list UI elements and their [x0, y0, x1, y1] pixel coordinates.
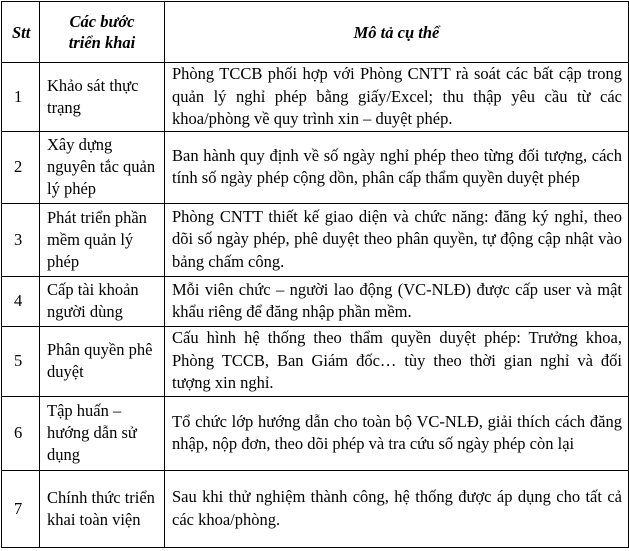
- header-stt: Stt: [2, 2, 40, 63]
- row-description: Sau khi thử nghiệm thành công, hệ thống được áp dụng cho tất cả các khoa/phòng.: [165, 470, 629, 547]
- table-row: [2, 396, 629, 470]
- table-row: [2, 131, 629, 203]
- row-step: Chính thức triển khai toàn viện: [40, 470, 165, 547]
- row-stt: 4: [2, 276, 40, 326]
- row-description: Ban hành quy định về số ngày nghỉ phép theo từng đối tượng, cách tính số ngày phép cộng dồn, phân cấp thẩm quyền duyệt phép: [165, 131, 629, 203]
- row-description: Mỗi viên chức – người lao động (VC-NLĐ) được cấp user và mật khẩu riêng để đăng nhập phần mềm.: [165, 276, 629, 326]
- row-step: Khảo sát thực trạng: [40, 63, 165, 132]
- row-stt: 7: [2, 470, 40, 547]
- row-step: Phát triển phần mềm quản lý phép: [40, 203, 165, 276]
- row-stt: 6: [2, 396, 40, 470]
- table-row: [2, 470, 629, 547]
- row-stt: 2: [2, 131, 40, 203]
- row-description: Phòng TCCB phối hợp với Phòng CNTT rà soát các bất cập trong quản lý nghỉ phép bằng giấy/Excel; thu thập yêu cầu từ các khoa/phòng về quy trình xin – duyệt phép.: [165, 63, 629, 132]
- row-description: Phòng CNTT thiết kế giao diện và chức năng: đăng ký nghỉ, theo dõi số ngày phép, phê duyệt theo phân quyền, tự động cập nhật vào bảng chấm công.: [165, 203, 629, 276]
- row-description: Cấu hình hệ thống theo thẩm quyền duyệt phép: Trưởng khoa, Phòng TCCB, Ban Giám đốc… tùy theo thời gian nghỉ và đối tượng xin nghỉ.: [165, 326, 629, 396]
- header-description: Mô tả cụ thể: [165, 2, 629, 63]
- row-description: Tổ chức lớp hướng dẫn cho toàn bộ VC-NLĐ, giải thích cách đăng nhập, nộp đơn, theo dõi phép và tra cứu số ngày phép còn lại: [165, 396, 629, 470]
- row-step: Xây dựng nguyên tắc quản lý phép: [40, 131, 165, 203]
- implementation-steps-table: [1, 1, 629, 548]
- row-step: Cấp tài khoản người dùng: [40, 276, 165, 326]
- row-stt: 1: [2, 63, 40, 132]
- table-row: [2, 276, 629, 326]
- header-step: Các bước triển khai: [40, 2, 165, 63]
- row-step: Tập huấn – hướng dẫn sử dụng: [40, 396, 165, 470]
- table-row: [2, 326, 629, 396]
- table-row: [2, 63, 629, 132]
- table-header-row: [2, 2, 629, 63]
- table-row: [2, 203, 629, 276]
- row-step: Phân quyền phê duyệt: [40, 326, 165, 396]
- row-stt: 5: [2, 326, 40, 396]
- row-stt: 3: [2, 203, 40, 276]
